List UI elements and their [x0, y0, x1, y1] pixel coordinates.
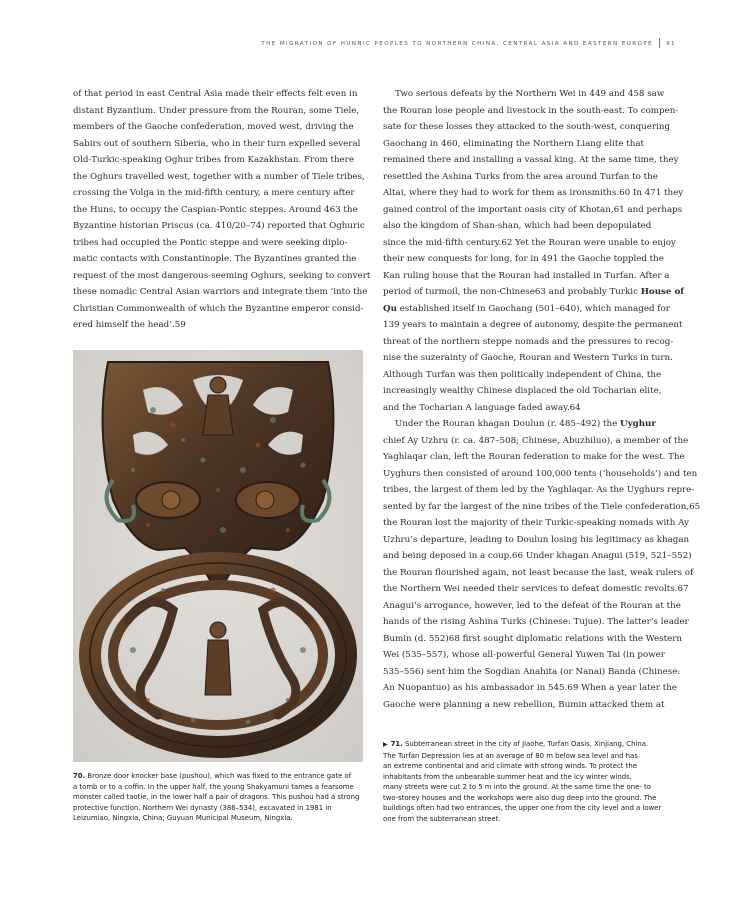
figure-number: 71. — [390, 740, 403, 748]
knocker-illustration — [73, 350, 363, 762]
text-line — [383, 284, 684, 301]
text-line: matic contacts with Constantinople. The Byzantines granted the — [73, 254, 357, 264]
text-line: sented by far the largest of the nine tribes of the Tiele confederation,65 — [383, 501, 701, 512]
text-line: The Turfan Depression lies at an average of 80 m below sea level and has — [383, 751, 638, 760]
text-line: Old-Turkic-speaking Oghur tribes from Kazakhstan. From there — [73, 155, 354, 165]
header-divider — [659, 38, 660, 48]
text-line: these nomadic Central Asian warriors and integrate them ‘into the — [73, 287, 368, 297]
text-line: 535–556) sent him the Sogdian Anahita (or Nanai) Banda (Chinese: — [383, 666, 681, 677]
text-line: buildings often had two entrances, the upper one from the city level and a lower — [383, 804, 662, 812]
text-line: the Rouran lost the majority of their Turkic-speaking nomads with Ay — [383, 518, 689, 528]
text-fragment: established itself in Gaochang (501–640), which managed for — [396, 303, 670, 314]
text-line: nise the suzerainty of Gaoche, Rouran and Western Turks in turn. — [383, 353, 673, 363]
text-line: an extreme continental and arid climate with strong winds. To protect the — [383, 762, 637, 770]
text-line: An Nuopantuo) as his ambassador in 545.69 When a year later the — [383, 683, 677, 693]
text-fragment: period of turmoil, the non-Chinese63 and probably Turkic — [383, 287, 641, 297]
right-text-column — [383, 86, 701, 713]
text-line: Gaoche were planning a new rebellion, Bumin attacked them at — [383, 699, 665, 710]
text-line: increasingly wealthy Chinese displaced the old Tocharian elite, — [383, 386, 662, 396]
text-line: chief Ay Uzhru (r. ca. 487–508; Chinese, Abuzhiluo), a member of the — [383, 435, 689, 446]
text-line: Altai, where they had to work for them as ironsmiths.60 In 471 they — [383, 188, 684, 198]
bold-term: Qu — [383, 303, 397, 314]
running-title: THE MIGRATION OF HUNNIC PEOPLES TO NORTHERN CHINA, CENTRAL ASIA AND EASTERN EUROPE — [261, 41, 654, 47]
text-line: also the kingdom of Shan-shan, which had been depopulated — [383, 221, 652, 231]
text-line: Anagui’s arrogance, however, led to the defeat of the Rouran at the — [383, 600, 681, 611]
figure-70-caption — [73, 771, 365, 824]
text-line: Yaghlaqar clan, left the Rouran federation to make for the west. The — [383, 452, 685, 462]
text-line: remained there and installing a vassal king. At the same time, they — [383, 155, 679, 165]
text-fragment: Subterranean street in the city of Jiaohe, Turfan Oasis, Xinjiang, China. — [402, 740, 649, 748]
text-line: Kan ruling house that the Rouran had installed in Turfan. After a — [383, 270, 670, 281]
text-line: ered himself the head’.59 — [73, 320, 186, 330]
text-fragment: Bronze door knocker base (pushou), which was fixed to the entrance gate of — [85, 772, 352, 780]
bold-term: House of — [640, 287, 684, 297]
text-fragment: Under the Rouran khagan Doulun (r. 485–492) the — [395, 419, 620, 429]
text-line: since the mid-fifth century.62 Yet the Rouran were unable to enjoy — [383, 237, 676, 248]
text-line: the Huns, to occupy the Caspian-Pontic steppes. Around 463 the — [73, 204, 358, 215]
text-line: Wei (535–557), whose all-powerful General Yuwen Tai (in power — [383, 650, 665, 660]
text-line: the Oghurs travelled west, together with a number of Tiele tribes, — [73, 171, 365, 182]
text-line: protective function. Northern Wei dynasty (386–534), excavated in 1981 in — [73, 803, 332, 812]
figure-71-caption — [383, 739, 675, 824]
text-line: their new conquests for long, for in 491 the Gaoche toppled the — [383, 254, 664, 264]
text-line: 139 years to maintain a degree of autonomy, despite the permanent — [383, 320, 683, 330]
text-line: threat of the northern steppe nomads and the pressures to recog- — [383, 336, 674, 347]
text-line: Christian Commonwealth of which the Byzantine emperor consid- — [73, 303, 364, 314]
left-text-column — [73, 86, 371, 334]
text-line: one from the subterranean street. — [383, 814, 501, 823]
arrow-icon: ▶ — [383, 741, 388, 748]
text-line: and the Tocharian A language faded away.64 — [383, 402, 581, 413]
text-line: hands of the rising Ashina Turks (Chinese: Tujue). The latter’s leader — [383, 617, 689, 627]
text-line: many streets were cut 2 to 5 m into the ground. At the same time the one- to — [383, 783, 651, 791]
text-line: gained control of the important oasis city of Khotan,61 and perhaps — [383, 204, 683, 215]
text-line: sate for these losses they attacked to the south-west, conquering — [383, 122, 671, 132]
text-line: members of the Gaoche confederation, moved west, driving the — [73, 122, 354, 132]
page-number: 91 — [666, 41, 676, 47]
text-line: a tomb or to a coffin. In the upper half, the young Shakyamuni tames a fearsome — [73, 782, 354, 791]
text-line: monster called taotie, in the lower half a pair of dragons. This pushou had a strong — [73, 793, 360, 801]
text-line: Two serious defeats by the Northern Wei in 449 and 458 saw — [395, 89, 665, 99]
text-line: Byzantine historian Priscus (ca. 410/20–74) reported that Oghuric — [73, 221, 365, 231]
text-line: Uyghurs then consisted of around 100,000 tents (‘households’) and ten — [383, 468, 698, 479]
text-line: and being deposed in a coup.66 Under khagan Anagui (519, 521–552) — [383, 551, 692, 561]
text-line: tribes had occupied the Pontic steppe and were seeking diplo- — [73, 237, 348, 248]
text-line: distant Byzantium. Under pressure from the Rouran, some Tiele, — [73, 105, 360, 116]
text-line: resettled the Ashina Turks from the area around Turfan to the — [383, 171, 658, 182]
text-line: inhabitants from the unbearable summer heat and the icy winter winds, — [383, 772, 632, 781]
text-line: request of the most dangerous-seeming Oghurs, seeking to convert — [73, 270, 371, 281]
caption-line — [383, 739, 675, 751]
text-line: the Northern Wei needed their services to defeat domestic revolts.67 — [383, 584, 689, 594]
text-line — [383, 416, 675, 433]
figure-number: 70. — [73, 772, 86, 780]
running-header — [140, 38, 676, 48]
caption-line — [73, 771, 365, 782]
text-line: crossing the Volga in the mid-fifth century, a mere century after — [73, 188, 355, 198]
text-line: Sabirs out of southern Siberia, who in their turn expelled several — [73, 138, 361, 149]
text-line: two-storey houses and the workshops were also dug deep into the ground. The — [383, 793, 657, 802]
text-line: Uzhru’s departure, leading to Doulun losing his legitimacy as khagan — [383, 534, 690, 545]
text-line: Although Turfan was then politically independent of China, the — [383, 369, 662, 380]
text-line: Gaochang in 460, eliminating the Northern Liang elite that — [383, 138, 645, 149]
text-line: of that period in east Central Asia made their effects felt even in — [73, 89, 358, 99]
text-line: tribes, the largest of them led by the Yaghlaqar. As the Uyghurs repre- — [383, 485, 695, 495]
bronze-door-knocker-image — [73, 350, 363, 762]
text-line: Leizumiao, Ningxia, China; Guyuan Municipal Museum, Ningxia. — [73, 814, 293, 822]
text-line: Bumin (d. 552)68 first sought diplomatic relations with the Western — [383, 633, 683, 644]
text-line: the Rouran lose people and livestock in the south-east. To compen- — [383, 105, 679, 116]
text-line: the Rouran flourished again, not least because the last, weak rulers of — [383, 567, 694, 578]
bold-term: Uyghur — [620, 419, 656, 429]
text-line — [383, 301, 675, 318]
